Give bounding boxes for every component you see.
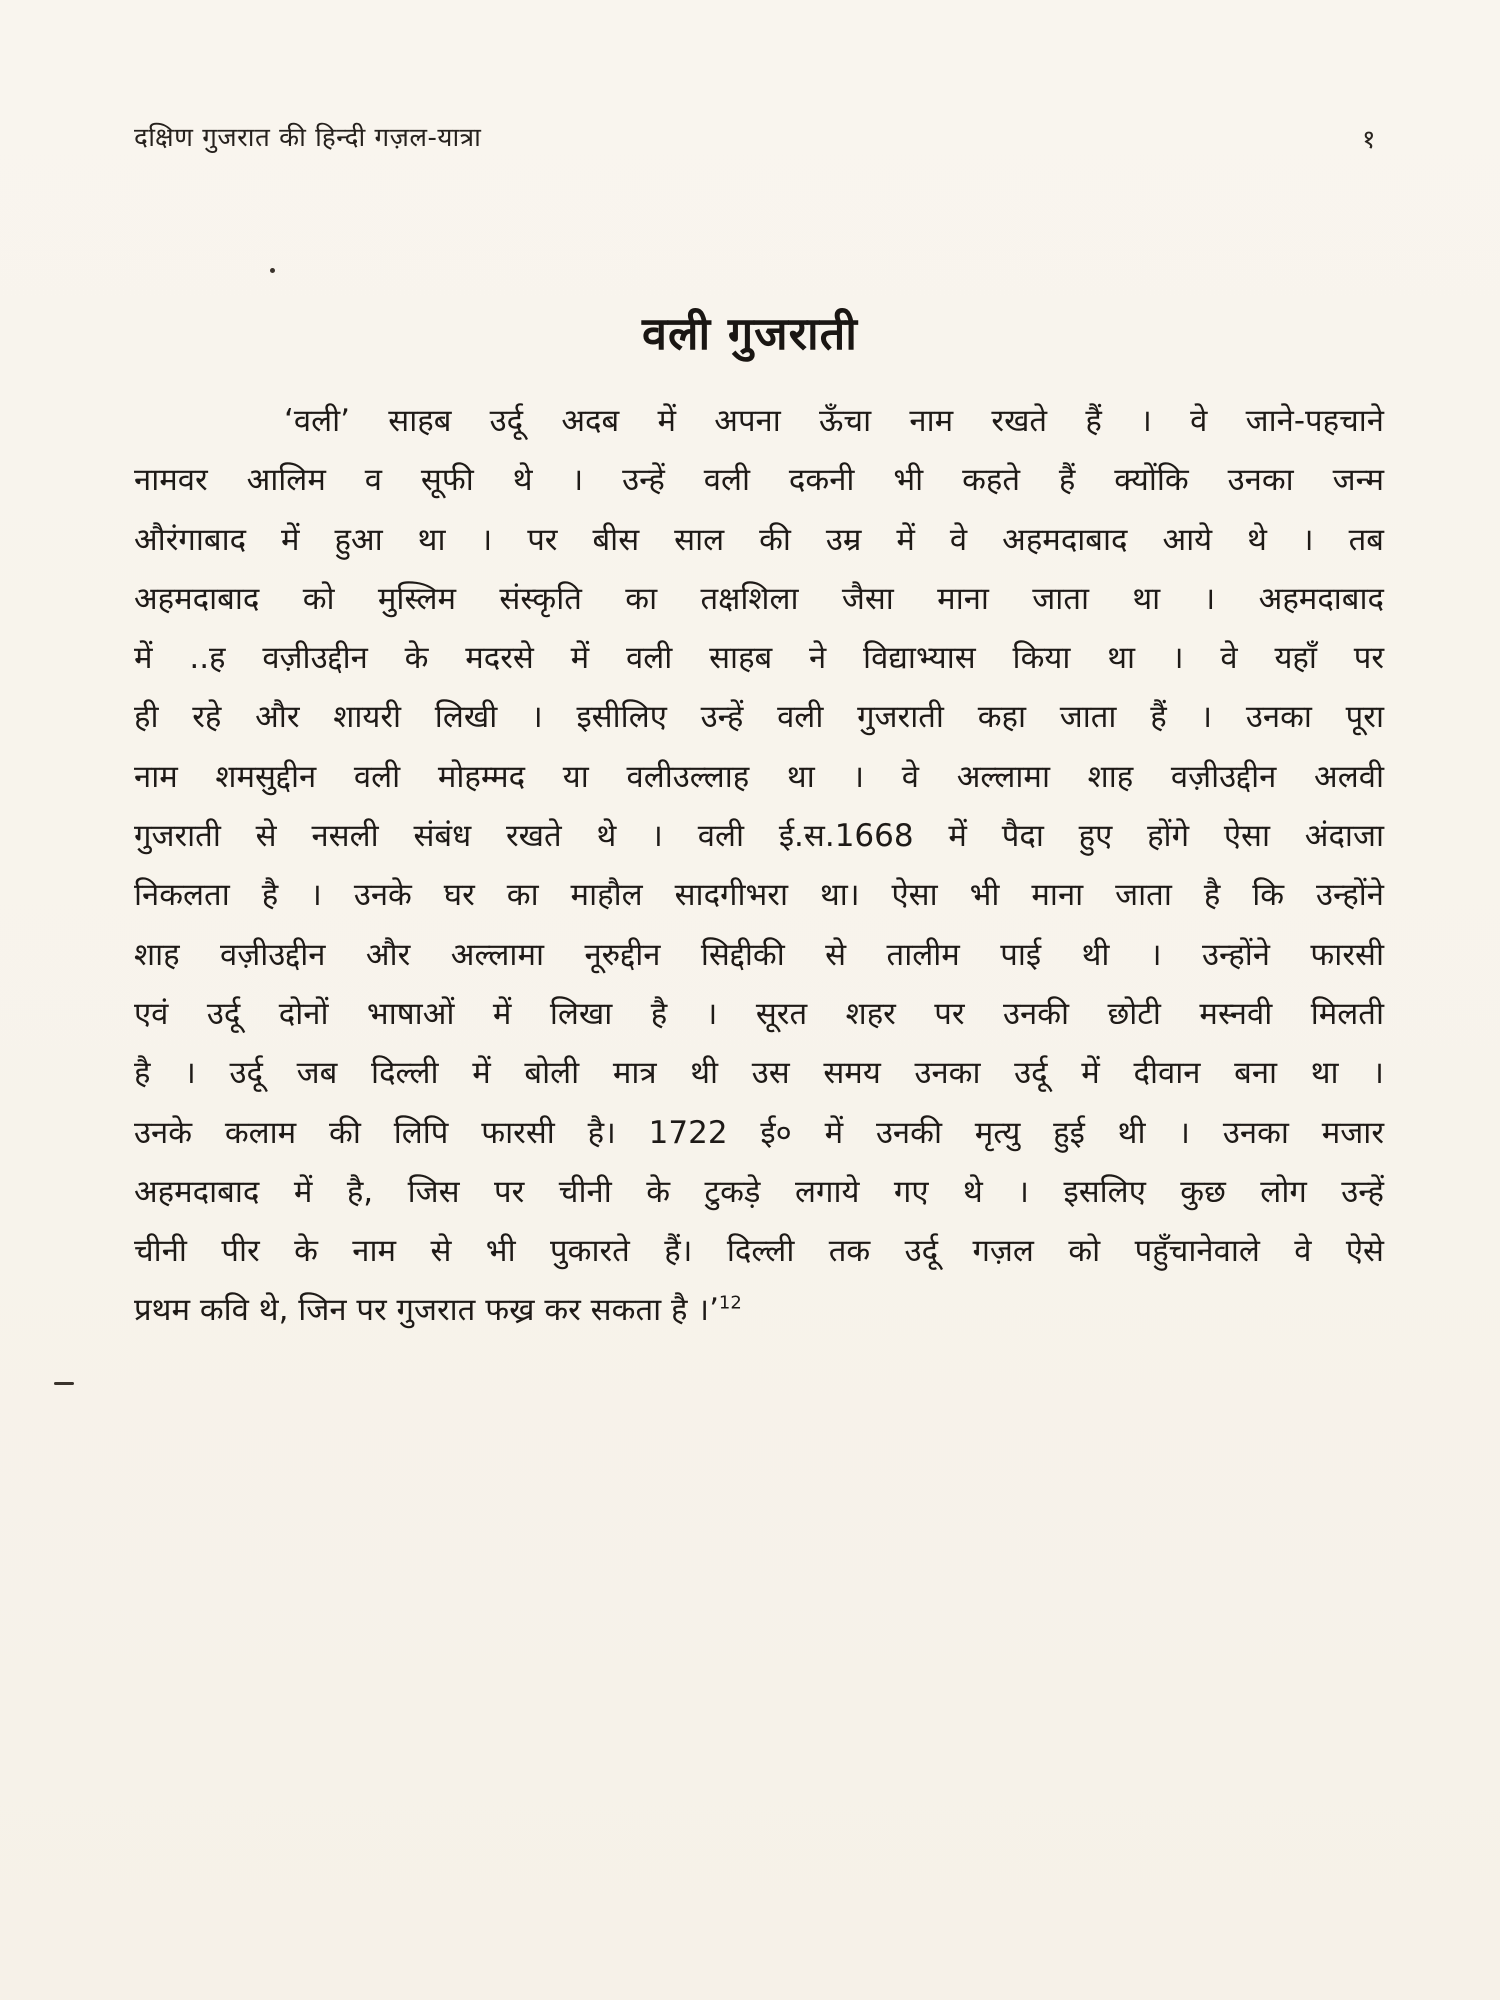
- paragraph-line-text: प्रथम कवि थे, जिन पर गुजरात फख्र कर सकता है ।’: [134, 1292, 719, 1329]
- paragraph-line: ‘वली’ साहब उर्दू अदब में अपना ऊँचा नाम रखते हैं । वे जाने-पहचाने: [284, 403, 1384, 439]
- paragraph-line: शाह वज़ीउद्दीन और अल्लामा नूरुद्दीन सिद्दीकी से तालीम पाई थी । उन्होंने फारसी: [134, 936, 1384, 973]
- paragraph-line: चीनी पीर के नाम से भी पुकारते हैं। दिल्ली तक उर्दू गज़ल को पहुँचानेवाले वे ऐसे: [134, 1233, 1384, 1270]
- running-head: दक्षिण गुजरात की हिन्दी गज़ल-यात्रा: [134, 123, 482, 153]
- paragraph-last-line: [134, 1281, 1384, 1340]
- margin-mark: [54, 1382, 74, 1385]
- paragraph-line: ही रहे और शायरी लिखी । इसीलिए उन्हें वली गुजराती कहा जाता हैं । उनका पूरा: [134, 699, 1384, 736]
- page-number: १: [1362, 125, 1376, 155]
- paragraph-line: एवं उर्दू दोनों भाषाओं में लिखा है । सूरत शहर पर उनकी छोटी मस्नवी मिलती: [134, 995, 1384, 1032]
- body-paragraph: [134, 392, 1384, 1341]
- footnote-reference: 12: [718, 1293, 742, 1315]
- paragraph-line: निकलता है । उनके घर का माहौल सादगीभरा था। ऐसा भी माना जाता है कि उन्होंने: [134, 877, 1384, 914]
- paragraph-line: उनके कलाम की लिपि फारसी है। 1722 ई० में उनकी मृत्यु हुई थी । उनका मजार: [134, 1114, 1384, 1151]
- ink-speck: [270, 268, 275, 273]
- paragraph-line: अहमदाबाद को मुस्लिम संस्कृति का तक्षशिला जैसा माना जाता था । अहमदाबाद: [134, 580, 1384, 617]
- paragraph-line: गुजराती से नसली संबंध रखते थे । वली ई.स.1668 में पैदा हुए होंगे ऐसा अंदाजा: [134, 818, 1384, 855]
- paragraph-line: अहमदाबाद में है, जिस पर चीनी के टुकड़े लगाये गए थे । इसलिए कुछ लोग उन्हें: [134, 1173, 1384, 1210]
- chapter-title: वली गुजराती: [642, 307, 858, 360]
- paragraph-line: है । उर्दू जब दिल्ली में बोली मात्र थी उस समय उनका उर्दू में दीवान बना था ।: [134, 1055, 1384, 1092]
- paragraph-line: नामवर आलिम व सूफी थे । उन्हें वली दकनी भी कहते हैं क्योंकि उनका जन्म: [134, 462, 1384, 499]
- paragraph-line: में ..ह वज़ीउद्दीन के मदरसे में वली साहब ने विद्याभ्यास किया था । वे यहाँ पर: [134, 640, 1384, 677]
- paragraph-line: औरंगाबाद में हुआ था । पर बीस साल की उम्र में वे अहमदाबाद आये थे । तब: [134, 521, 1384, 558]
- paragraph-line: नाम शमसुद्दीन वली मोहम्मद या वलीउल्लाह था । वे अल्लामा शाह वज़ीउद्दीन अलवी: [134, 758, 1384, 795]
